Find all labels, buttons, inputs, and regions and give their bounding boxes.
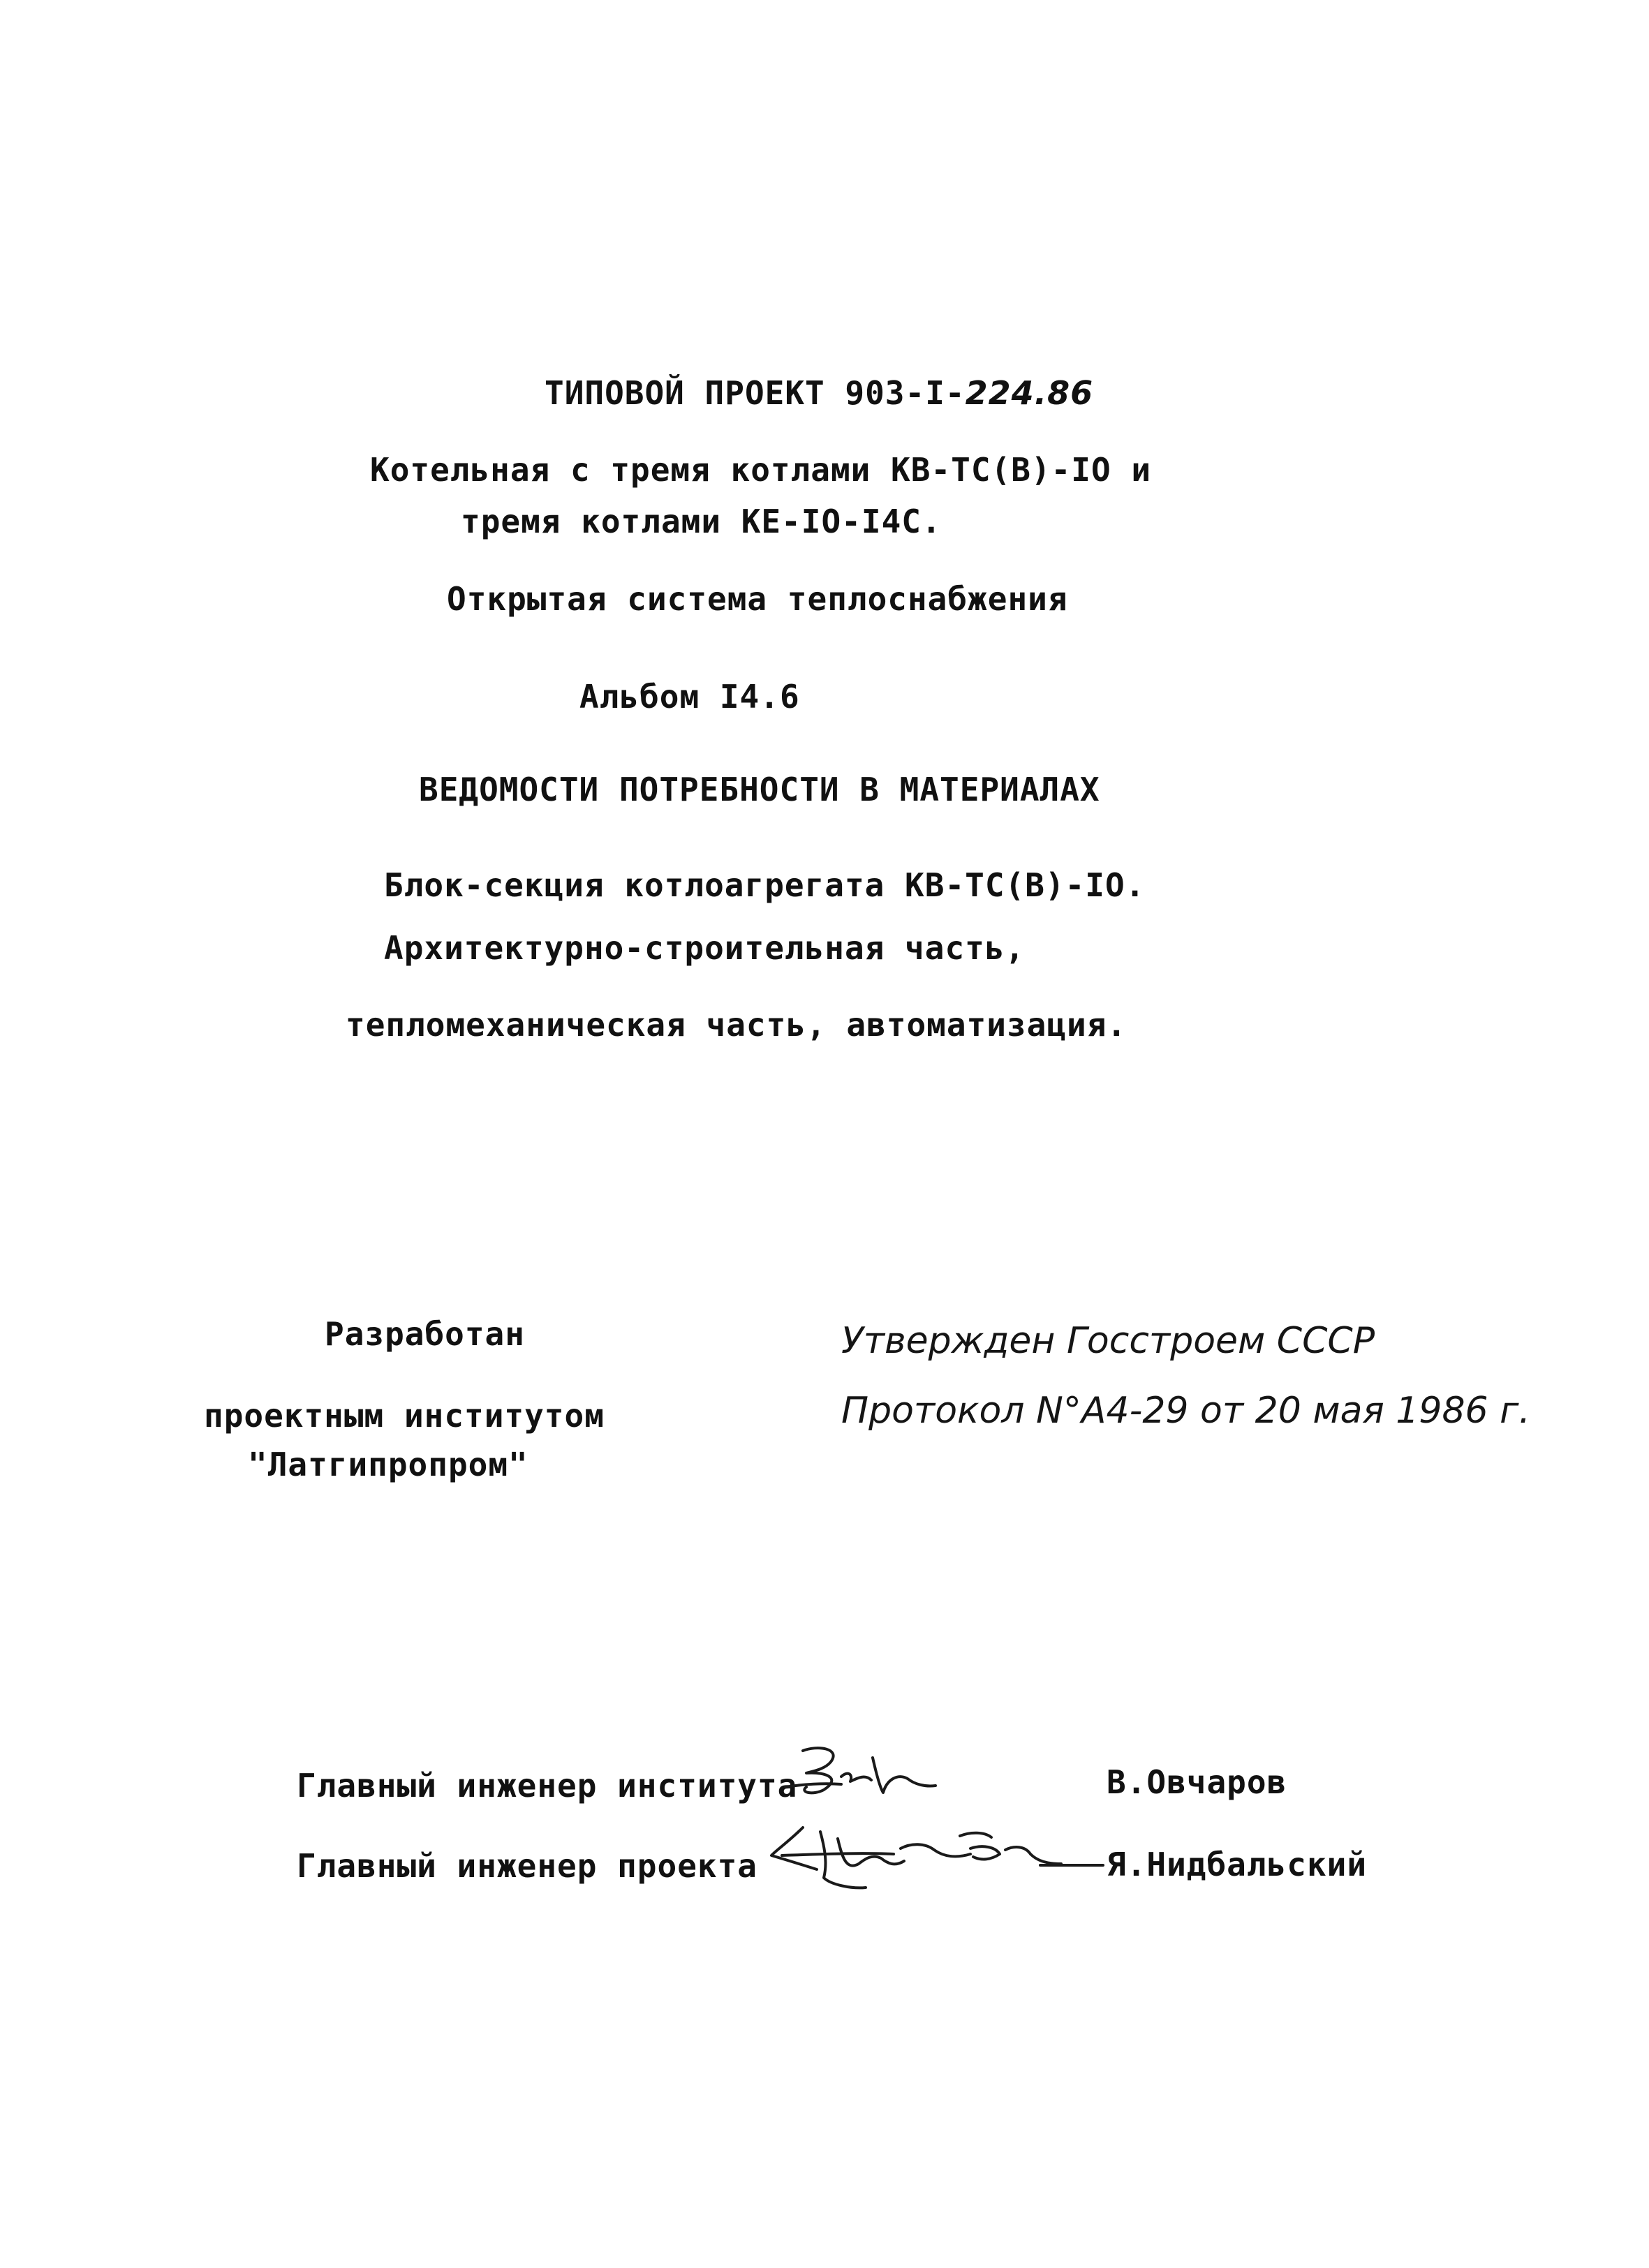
developer-institute-name: "Латгипропром"	[248, 1446, 528, 1483]
chief-engineer-institute-name: В.Овчаров	[1107, 1763, 1287, 1801]
subtitle-line-1: Котельная с тремя котлами КВ-ТС(В)-IO и	[370, 451, 1152, 489]
chief-engineer-project-role: Главный инженер проекта	[297, 1847, 757, 1885]
chief-engineer-institute-signature	[775, 1738, 984, 1815]
subtitle-line-2: тремя котлами КЕ-IO-I4С.	[461, 503, 942, 540]
project-title	[545, 374, 1094, 412]
approval-line-1: Утвержден Госстроем СССР	[841, 1320, 1375, 1362]
project-number: 224.86	[965, 374, 1094, 412]
heating-system: Открытая система теплоснабжения	[447, 580, 1068, 618]
chief-engineer-project-signature	[761, 1815, 1110, 1899]
developer-label: Разработан	[325, 1315, 525, 1353]
document-heading: ВЕДОМОСТИ ПОТРЕБНОСТИ В МАТЕРИАЛАХ	[419, 771, 1100, 808]
chief-engineer-project-name: Я.Нидбальский	[1107, 1846, 1368, 1883]
section-line-1: Блок-секция котлоагрегата КВ-ТС(В)-IO.	[384, 866, 1146, 904]
approval-line-2: Протокол N°А4-29 от 20 мая 1986 г.	[841, 1390, 1530, 1432]
section-line-2: Архитектурно-строительная часть,	[384, 929, 1026, 967]
section-line-3: тепломеханическая часть, автоматизация.	[346, 1006, 1127, 1044]
developer-institute: проектным институтом	[204, 1397, 605, 1435]
project-title-prefix: ТИПОВОЙ ПРОЕКТ 903-I-	[545, 374, 966, 412]
album-number: Альбом I4.6	[579, 678, 800, 716]
chief-engineer-institute-role: Главный инженер института	[297, 1767, 798, 1804]
